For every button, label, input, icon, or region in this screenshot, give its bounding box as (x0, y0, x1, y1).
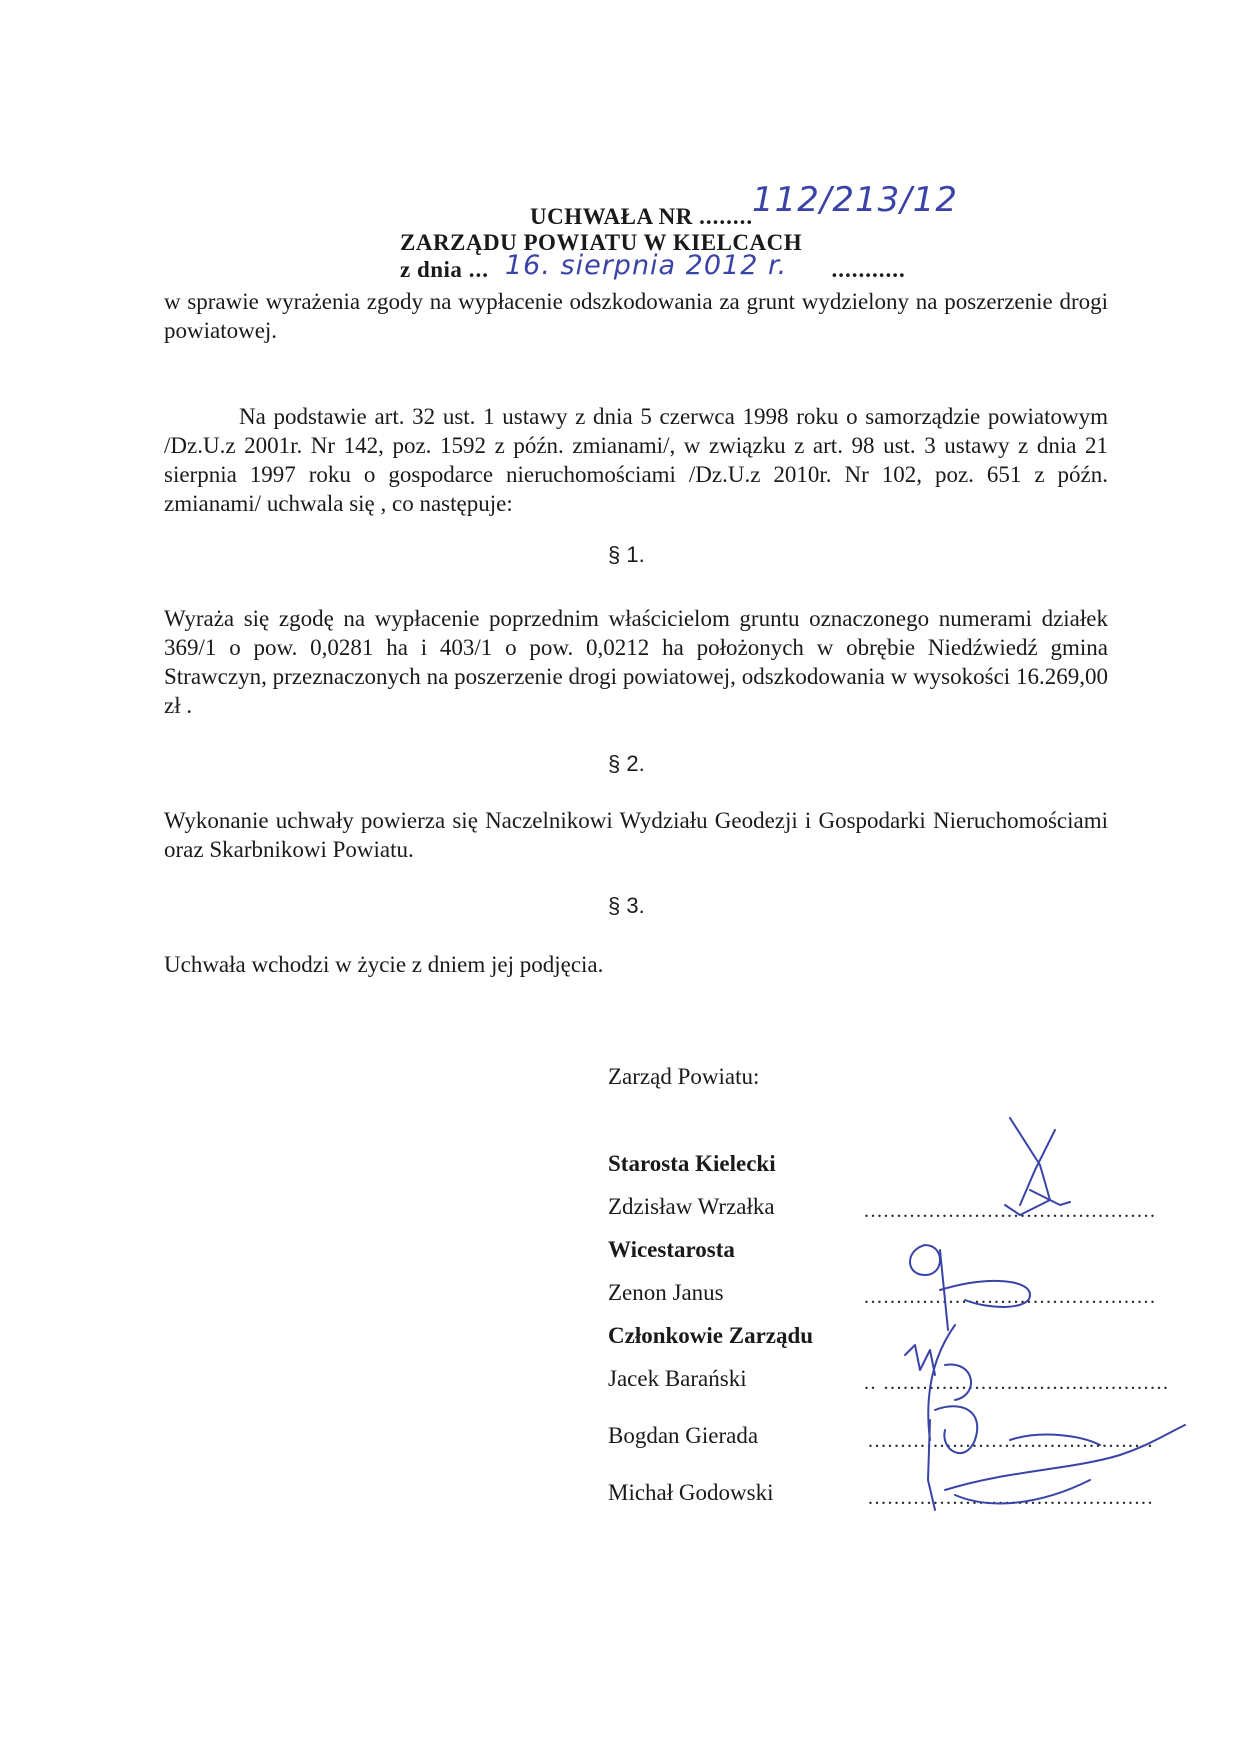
issuing-body: ZARZĄDU POWIATU W KIELCACH (400, 230, 803, 255)
signature-line: ............................................. (864, 1286, 1157, 1308)
date-dots-left: ... (468, 257, 489, 282)
signature-stroke (910, 1245, 940, 1275)
legal-basis-paragraph: Na podstawie art. 32 ust. 1 ustawy z dnia 5 czerwca 1998 roku o samorządzie powiatowym /Dz.U.z 2001r. Nr 142, poz. 1592 z późn. zmianami/, w związku z art. 98 ust. 3 ustawy z dnia 21 sierpnia 1997 roku o gospodarce nieruchomościami /Dz.U.z 2010r. Nr 102, poz. 651 z późn. zmianami/ uchwala się , co następuje: (164, 404, 1108, 516)
title-dots: ........ (699, 204, 754, 229)
signature-stroke (1020, 1130, 1055, 1205)
signatory-name: Zenon Janus (608, 1280, 724, 1305)
signatory-name: Jacek Barański (608, 1366, 747, 1391)
role-wicestarosta: Wicestarosta (608, 1237, 735, 1262)
signature-line: ............................................ (868, 1430, 1154, 1452)
resolution-date-handwritten: 16. sierpnia 2012 r. (505, 250, 788, 281)
signature-line: .. ............................................ (864, 1372, 1170, 1394)
board-heading: Zarząd Powiatu: (608, 1064, 760, 1089)
resolution-subject: w sprawie wyrażenia zgody na wypłacenie odszkodowania za grunt wydzielony na poszerzenie drogi powiatowej. (164, 289, 1108, 343)
signatory-name: Bogdan Gierada (608, 1423, 759, 1448)
signature-line: ............................................. (864, 1200, 1157, 1222)
signatory-name: Zdzisław Wrzałka (608, 1194, 775, 1219)
section-3-text: Uchwała wchodzi w życie z dniem jej podjęcia. (164, 952, 604, 977)
role-board-members: Członkowie Zarządu (608, 1323, 814, 1348)
section-2-text: Wykonanie uchwały powierza się Naczelnikowi Wydziału Geodezji i Gospodarki Nieruchomościami oraz Skarbnikowi Powiatu. (164, 808, 1108, 862)
resolution-title (530, 204, 753, 230)
signature-stroke (905, 1345, 935, 1375)
signatory-name: Michał Godowski (608, 1480, 774, 1505)
signature-line: ............................................ (868, 1487, 1154, 1509)
date-prefix: z dnia (400, 257, 463, 282)
section-2-label: § 2. (608, 751, 645, 776)
date-dots-right: ........... (831, 257, 906, 282)
section-3-label: § 3. (608, 893, 645, 918)
section-1-text: Wyraża się zgodę na wypłacenie poprzednim właścicielom gruntu oznaczonego numerami działek 369/1 o pow. 0,0281 ha i 403/1 o pow. 0,0212 ha położonych w obrębie Niedźwiedź gmina Strawczyn, przeznaczonych na poszerzenie drogi powiatowej, odszkodowania w wysokości 16.269,00 zł . (164, 606, 1108, 718)
section-1-label: § 1. (608, 542, 645, 567)
resolution-title-prefix: UCHWAŁA NR (530, 204, 693, 229)
role-starosta: Starosta Kielecki (608, 1151, 776, 1176)
resolution-number-handwritten: 112/213/12 (752, 180, 958, 220)
